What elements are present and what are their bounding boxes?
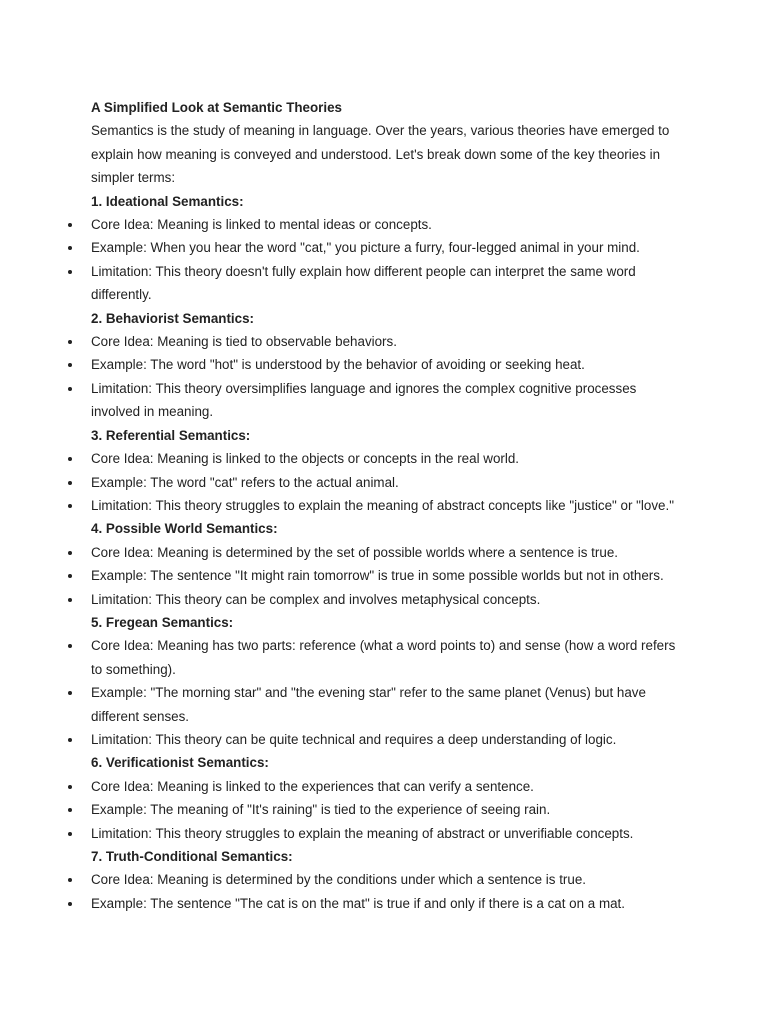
section-heading: 3. Referential Semantics:: [91, 427, 251, 443]
bullet-item: [91, 798, 681, 821]
bullet-item: [91, 681, 681, 728]
bullet-text-line: Core Idea: Meaning is determined by the set of possible worlds where a sentence is true.: [91, 544, 618, 560]
section-heading: 4. Possible World Semantics:: [91, 521, 278, 537]
bullet-text-line: Example: When you hear the word "cat," you picture a furry, four-legged animal in your mind.: [91, 240, 640, 256]
bullet-item: [91, 634, 681, 681]
bullet-list: [91, 213, 681, 307]
intro-line: Semantics is the study of meaning in language. Over the years, various theories have emerged to: [91, 123, 670, 139]
bullet-text-line: Example: The sentence "The cat is on the mat" is true if and only if there is a cat on a mat.: [91, 895, 625, 911]
section-heading: 5. Fregean Semantics:: [91, 614, 234, 630]
section-heading: 2. Behaviorist Semantics:: [91, 310, 254, 326]
section-heading: 1. Ideational Semantics:: [91, 193, 244, 209]
section: [91, 424, 681, 518]
bullet-text-line: Limitation: This theory struggles to explain the meaning of abstract concepts like "justice" or "love.": [91, 497, 674, 513]
bullet-item: [91, 494, 681, 517]
section: [91, 611, 681, 751]
bullet-item: [91, 588, 681, 611]
bullet-item: [91, 353, 681, 376]
bullet-text-line: Example: The sentence "It might rain tomorrow" is true in some possible worlds but not in others.: [91, 568, 664, 584]
bullet-text-line: Limitation: This theory struggles to explain the meaning of abstract or unverifiable concepts.: [91, 825, 634, 841]
bullet-item: [91, 330, 681, 353]
bullet-text-line: Example: The meaning of "It's raining" is tied to the experience of seeing rain.: [91, 802, 551, 818]
section-heading: 6. Verificationist Semantics:: [91, 755, 269, 771]
bullet-item: [91, 892, 681, 915]
bullet-text-line: Core Idea: Meaning is linked to mental ideas or concepts.: [91, 217, 432, 233]
bullet-item: [91, 868, 681, 891]
bullet-text-line: Core Idea: Meaning is linked to the objects or concepts in the real world.: [91, 451, 519, 467]
bullet-item: [91, 564, 681, 587]
bullet-text-line: involved in meaning.: [91, 404, 214, 420]
section: [91, 307, 681, 424]
bullet-list: [91, 330, 681, 424]
bullet-text-line: Example: The word "hot" is understood by the behavior of avoiding or seeking heat.: [91, 357, 585, 373]
bullet-text-line: to something).: [91, 661, 176, 677]
bullet-text-line: Limitation: This theory oversimplifies language and ignores the complex cognitive processes: [91, 380, 637, 396]
intro-paragraph: [91, 119, 681, 189]
bullet-item: [91, 541, 681, 564]
document-title: A Simplified Look at Semantic Theories: [91, 100, 343, 115]
intro-line: explain how meaning is conveyed and understood. Let's break down some of the key theories in: [91, 146, 661, 162]
bullet-text-line: Core Idea: Meaning is determined by the conditions under which a sentence is true.: [91, 872, 586, 888]
section-heading: 7. Truth-Conditional Semantics:: [91, 849, 293, 864]
bullet-text-line: Core Idea: Meaning is linked to the experiences that can verify a sentence.: [91, 778, 534, 794]
intro-line: simpler terms:: [91, 170, 176, 186]
bullet-list: [91, 868, 681, 915]
bullet-list: [91, 775, 681, 845]
bullet-text-line: different senses.: [91, 708, 190, 724]
bullet-text-line: Limitation: This theory can be quite technical and requires a deep understanding of logic.: [91, 731, 617, 747]
bullet-item: [91, 775, 681, 798]
bullet-item: [91, 471, 681, 494]
bullet-text-line: Limitation: This theory can be complex and involves metaphysical concepts.: [91, 591, 541, 607]
section: [91, 517, 681, 611]
bullet-list: [91, 541, 681, 611]
section: [91, 190, 681, 307]
bullet-text-line: Core Idea: Meaning has two parts: reference (what a word points to) and sense (how a word refers: [91, 638, 676, 654]
bullet-text-line: Core Idea: Meaning is tied to observable behaviors.: [91, 334, 397, 350]
sections-container: [91, 190, 681, 916]
bullet-text-line: Limitation: This theory doesn't fully explain how different people can interpret the same word: [91, 263, 636, 279]
bullet-item: [91, 822, 681, 845]
bullet-item: [91, 260, 681, 307]
bullet-text-line: Example: "The morning star" and "the evening star" refer to the same planet (Venus) but have: [91, 685, 646, 701]
bullet-item: [91, 213, 681, 236]
section: [91, 845, 681, 915]
bullet-item: [91, 236, 681, 259]
document-body: [91, 96, 681, 915]
bullet-text-line: differently.: [91, 287, 152, 303]
bullet-text-line: Example: The word "cat" refers to the actual animal.: [91, 474, 399, 490]
bullet-item: [91, 728, 681, 751]
section: [91, 751, 681, 845]
bullet-item: [91, 447, 681, 470]
bullet-list: [91, 634, 681, 751]
bullet-item: [91, 377, 681, 424]
bullet-list: [91, 447, 681, 517]
